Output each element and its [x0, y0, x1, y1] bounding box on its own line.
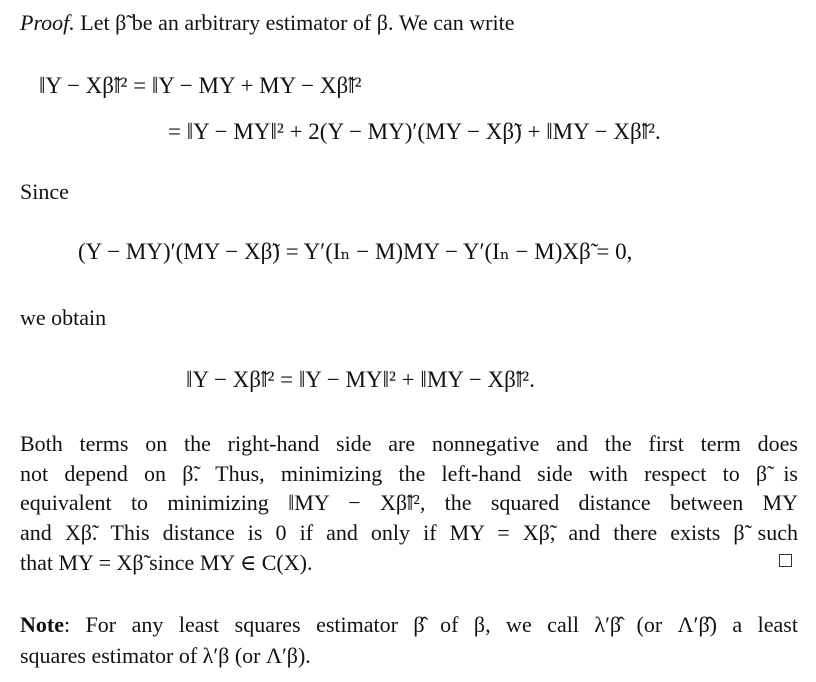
note-label: Note: [20, 612, 64, 637]
we-obtain-text: we obtain: [20, 305, 107, 330]
paragraph-line-5: that MY = Xβ̃ since MY ∈ C(X).: [20, 550, 313, 575]
note-line-2: squares estimator of λ′β (or Λ′β).: [20, 643, 311, 668]
qed-square-icon: [779, 554, 792, 567]
equation-1-rhs: = ‖Y − MY‖² + 2(Y − MY)′(MY − Xβ̃) + ‖MY − Xβ̃‖².: [168, 119, 661, 144]
paragraph-line-2: not depend on β̃. Thus, minimizing the left-hand side with respect to β̃ is: [20, 461, 798, 486]
proof-intro-line: [20, 10, 514, 36]
equation-1-lhs: ‖Y − Xβ̃‖² = ‖Y − MY + MY − Xβ̃‖²: [39, 73, 362, 98]
note-text-1: : For any least squares estimator β̂ of β, we call λ′β̂ (or Λ′β̂) a least: [63, 612, 798, 637]
proof-intro-text: Let β̃ be an arbitrary estimator of β. We can write: [74, 10, 515, 35]
equation-2: (Y − MY)′(MY − Xβ̃) = Y′(Iₙ − M)MY − Y′(Iₙ − M)Xβ̃ = 0,: [78, 239, 633, 264]
paragraph-line-4: and Xβ̃. This distance is 0 if and only if MY = Xβ̃, and there exists β̃ such: [20, 520, 798, 545]
equation-3: ‖Y − Xβ̃‖² = ‖Y − MY‖² + ‖MY − Xβ̃‖².: [186, 367, 535, 392]
proof-heading: Proof.: [20, 10, 75, 35]
paragraph-line-1: Both terms on the right-hand side are nonnegative and the first term does: [20, 431, 798, 456]
since-text: Since: [20, 179, 69, 204]
note-line-1: [20, 612, 798, 638]
paragraph-line-3: equivalent to minimizing ‖MY − Xβ̃‖², the squared distance between MY: [20, 490, 798, 515]
